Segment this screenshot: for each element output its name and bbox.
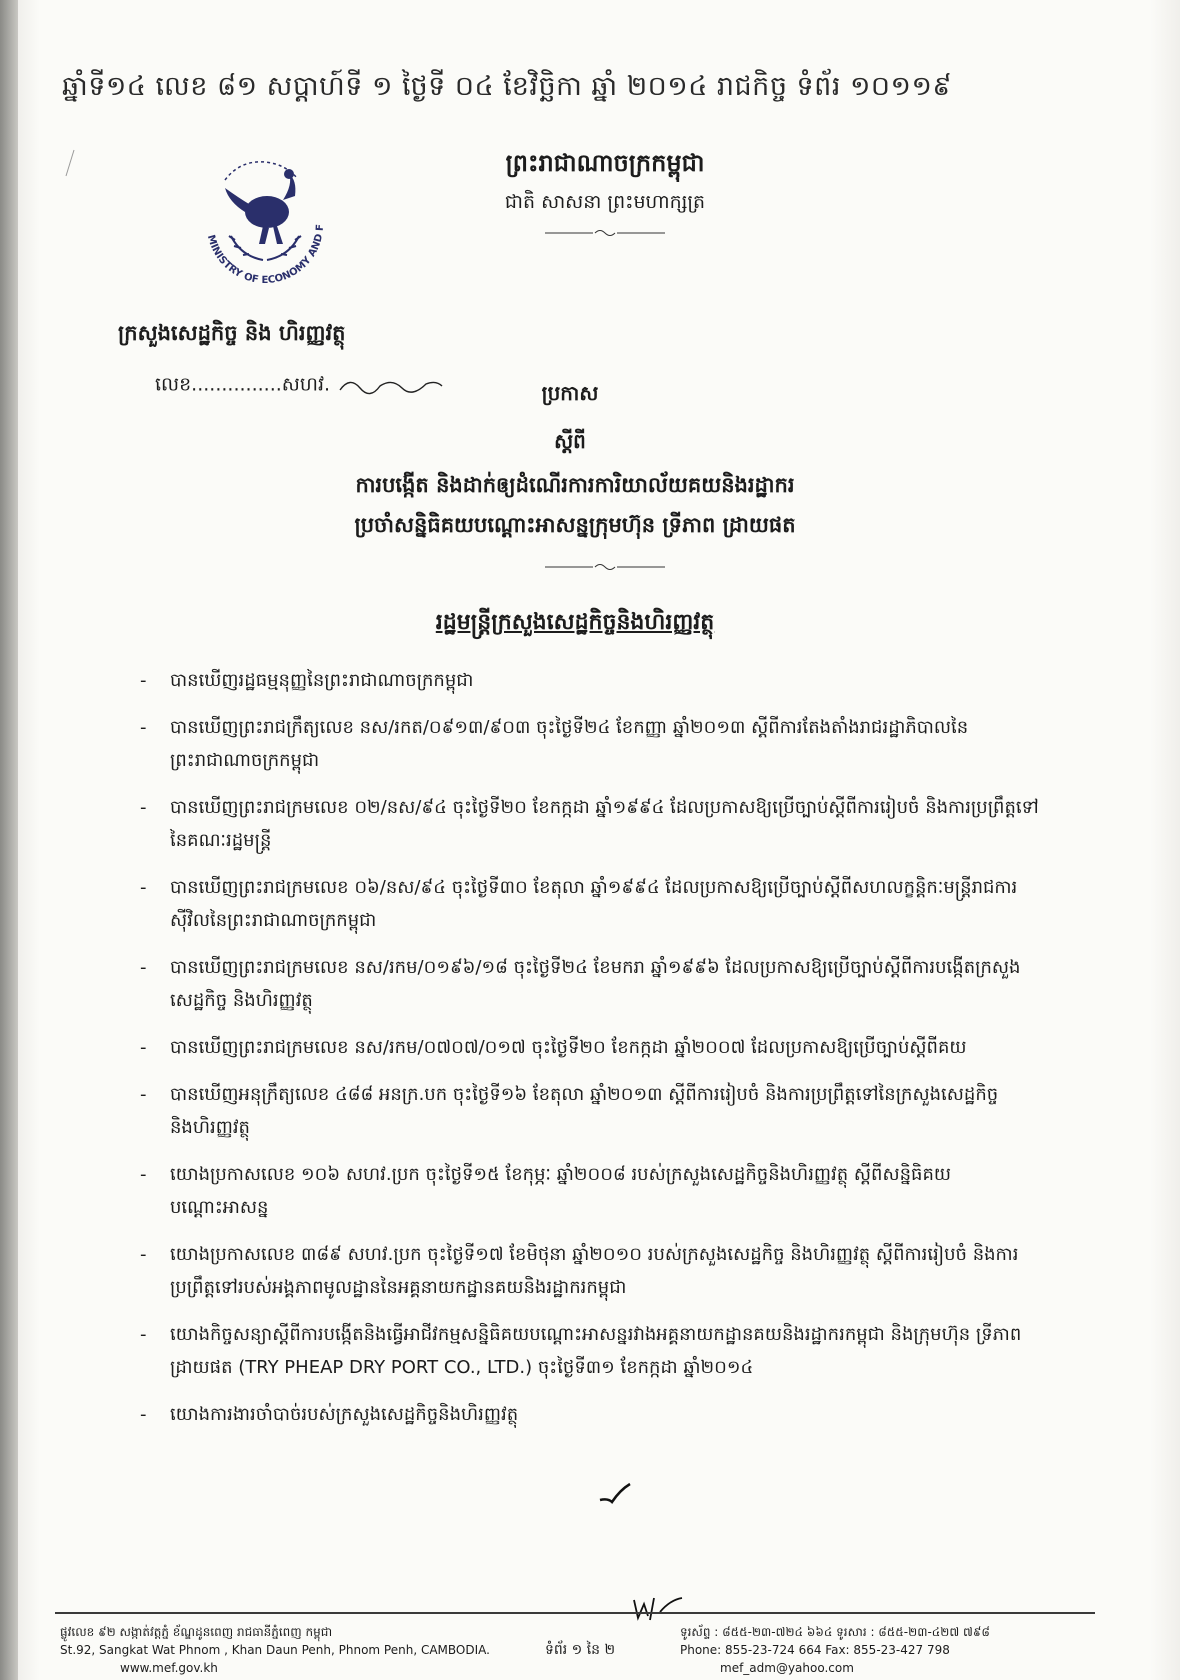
scan-binding-edge <box>0 0 18 1680</box>
address-en: St.92, Sangkat Wat Phnom , Khan Daun Penh, Phnom Penh, CAMBODIA. <box>60 1643 490 1657</box>
recitals-list <box>140 664 1040 1445</box>
page-number: ទំព័រ ១ នៃ ២ <box>545 1642 616 1658</box>
list-item: - យោងប្រកាសលេខ ៣៨៩ សហវ.ប្រក ចុះថ្ងៃទី១៧ ខែមិថុនា ឆ្នាំ២០១០ របស់ក្រសួងសេដ្ឋកិច្ច និងហិរញ្ញវត្ថុ ស្ដីពីការរៀបចំ និងការប្រព្រឹត្តទៅរបស់អង្គភាពមូលដ្ឋាននៃអគ្គនាយកដ្ឋានគយនិងរដ្ឋាករកម្ពុជា <box>140 1244 1019 1298</box>
handwritten-initial <box>630 1594 686 1624</box>
seal-text: MINISTRY OF ECONOMY AND F <box>204 223 327 287</box>
phone-kh: ទូរស័ព្ទ : ៨៥៥-២៣-៧២៤ ៦៦៤ ទូរសារ : ៨៥៥-២៣-៤២៧ ៧៩៨ <box>680 1625 990 1639</box>
document-about: ស្ដីពី <box>554 429 586 453</box>
email-link[interactable]: mef_adm@yahoo.com <box>720 1661 854 1675</box>
phone-en: Phone: 855-23-724 664 Fax: 855-23-427 798 <box>680 1643 950 1657</box>
list-item: - យោងប្រកាសលេខ ១០៦ សហវ.ប្រក ចុះថ្ងៃទី១៥ ខែកុម្ភៈ ឆ្នាំ២០០៨ របស់ក្រសួងសេដ្ឋកិច្ចនិងហិរញ្ញវត្ថុ ស្ដីពីសន្និធិគយបណ្ដោះអាសន្ន <box>140 1164 952 1218</box>
document-title-line1: ការបង្កើត និងដាក់ឲ្យដំណើរការការិយាល័យគយនិងរដ្ឋាករ <box>355 473 795 497</box>
gazette-header: ឆ្នាំទី១៤ លេខ ៨១ សប្ដាហ៍ទី ១ ថ្ងៃទី ០៤ ខែវិច្ឆិកា ឆ្នាំ ២០១៤ រាជកិច្ច ទំព័រ ១០១១៩ <box>62 71 953 102</box>
list-item: - បានឃើញអនុក្រឹត្យលេខ ៤៨៨ អនក្រ.បក ចុះថ្ងៃទី១៦ ខែតុលា ឆ្នាំ២០១៣ ស្ដីពីការរៀបចំ និងការប្រព្រឹត្តទៅនៃក្រសួងសេដ្ឋកិច្ចនិងហិរញ្ញវត្ថុ <box>140 1084 999 1138</box>
ministry-seal <box>185 140 345 300</box>
ornament-divider <box>545 562 665 572</box>
stray-pen-mark <box>60 148 80 178</box>
footer-contact <box>680 1623 990 1677</box>
website-link[interactable]: www.mef.gov.kh <box>120 1661 218 1675</box>
list-item: - បានឃើញរដ្ឋធម្មនុញ្ញនៃព្រះរាជាណាចក្រកម្ពុជា <box>140 670 474 691</box>
list-item: - បានឃើញព្រះរាជក្រមលេខ នស/រកម/០៧០៧/០១៧ ចុះថ្ងៃទី២០ ខែកក្កដា ឆ្នាំ២០០៧ ដែលប្រកាសឱ្យប្រើច្បាប់ស្ដីពីគយ <box>140 1037 967 1058</box>
list-item: - យោងកិច្ចសន្យាស្ដីពីការបង្កើតនិងធ្វើអាជីវកម្មសន្និធិគយបណ្ដោះអាសន្នរវាងអគ្គនាយកដ្ឋានគយនិងរដ្ឋាករកម្ពុជា និងក្រុមហ៊ុន ទ្រីភាព ដ្រាយផត (TRY PHEAP DRY PORT CO., LTD.) ចុះថ្ងៃទី៣១ ខែកក្កដា ឆ្នាំ២០១៤ <box>140 1324 1022 1378</box>
list-item: - បានឃើញព្រះរាជក្រមលេខ ០៦/នស/៩៤ ចុះថ្ងៃទី៣០ ខែតុលា ឆ្នាំ១៩៩៤ ដែលប្រកាសឱ្យប្រើច្បាប់ស្ដីពីសហលក្ខន្តិកៈមន្ត្រីរាជការស៊ីវិលនៃព្រះរាជាណាចក្រកម្ពុជា <box>140 877 1018 931</box>
handwritten-check-mark <box>598 1482 632 1504</box>
ornament-divider <box>545 228 665 238</box>
ministry-name: ក្រសួងសេដ្ឋកិច្ច និង ហិរញ្ញវត្ថុ <box>118 321 346 345</box>
document-type: ប្រកាស <box>541 381 599 405</box>
list-item: - យោងការងារចាំបាច់របស់ក្រសួងសេដ្ឋកិច្ចនិងហិរញ្ញវត្ថុ <box>140 1404 519 1425</box>
document-title-line2: ប្រចាំសន្និធិគយបណ្ដោះអាសន្នក្រុមហ៊ុន ទ្រីភាព ដ្រាយផត <box>354 513 796 537</box>
minister-heading: រដ្ឋមន្ត្រីក្រសួងសេដ្ឋកិច្ចនិងហិរញ្ញវត្ថុ <box>435 610 715 635</box>
kingdom-name: ព្រះរាជាណាចក្រកម្ពុជា <box>505 149 705 177</box>
reference-number-text: លេខ...............សហវ. <box>155 373 331 396</box>
footer-divider <box>55 1612 1095 1614</box>
list-item: - បានឃើញព្រះរាជក្រមលេខ ០២/នស/៩៤ ចុះថ្ងៃទី២០ ខែកក្កដា ឆ្នាំ១៩៩៤ ដែលប្រកាសឱ្យប្រើច្បាប់ស្ដីពីការរៀបចំ និងការប្រព្រឹត្តទៅនៃគណៈរដ្ឋមន្ត្រី <box>140 797 1039 851</box>
list-item: - បានឃើញព្រះរាជក្រឹត្យលេខ នស/រកត/០៩១៣/៩០៣ ចុះថ្ងៃទី២៤ ខែកញ្ញា ឆ្នាំ២០១៣ ស្ដីពីការតែងតាំងរាជរដ្ឋាភិបាលនៃព្រះរាជាណាចក្រកម្ពុជា <box>140 717 969 771</box>
national-motto: ជាតិ សាសនា ព្រះមហាក្សត្រ <box>504 191 706 213</box>
bird-emblem-icon <box>225 169 295 244</box>
footer-address <box>60 1623 490 1677</box>
address-kh: ផ្លូវលេខ ៩២ សង្កាត់វត្តភ្នំ ខ័ណ្ឌដូនពេញ រាជធានីភ្នំពេញ កម្ពុជា <box>60 1625 333 1639</box>
list-item: - បានឃើញព្រះរាជក្រមលេខ នស/រកម/០១៩៦/១៨ ចុះថ្ងៃទី២៤ ខែមករា ឆ្នាំ១៩៩៦ ដែលប្រកាសឱ្យប្រើច្បាប់ស្ដីពីការបង្កើតក្រសួងសេដ្ឋកិច្ច និងហិរញ្ញវត្ថុ <box>140 957 1021 1011</box>
